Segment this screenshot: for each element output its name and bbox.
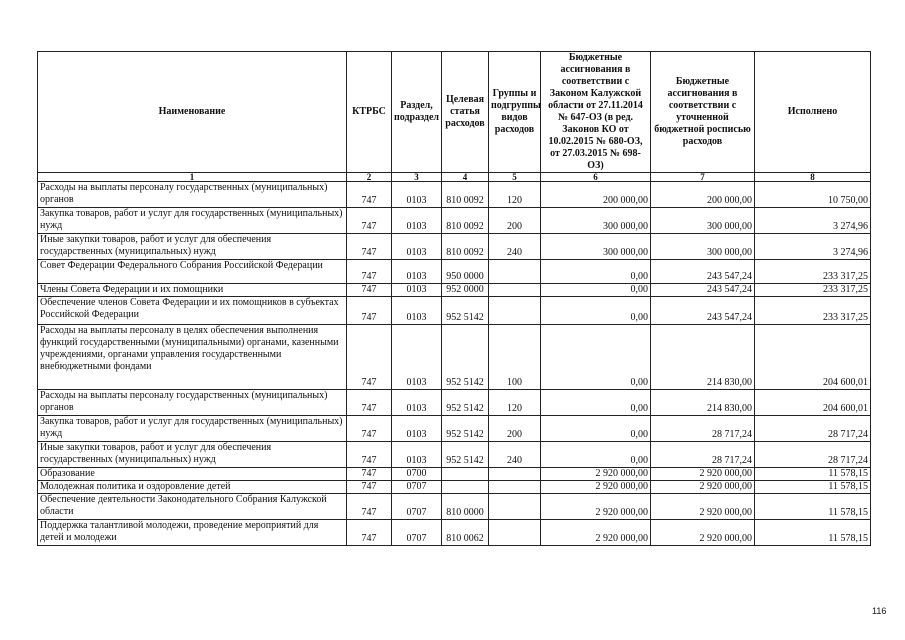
row-razdel: 0103 bbox=[392, 182, 442, 208]
column-number: 8 bbox=[755, 173, 871, 182]
row-target-article: 810 0000 bbox=[442, 494, 489, 520]
row-budget-law: 0,00 bbox=[541, 284, 651, 297]
column-number-row bbox=[38, 173, 871, 182]
row-name: Расходы на выплаты персоналу государственных (муниципальных) органов bbox=[38, 182, 347, 208]
row-executed: 233 317,25 bbox=[755, 284, 871, 297]
row-razdel: 0103 bbox=[392, 325, 442, 390]
table-row bbox=[38, 297, 871, 325]
row-name: Члены Совета Федерации и их помощники bbox=[38, 284, 347, 297]
row-expense-type: 240 bbox=[489, 234, 541, 260]
row-executed: 233 317,25 bbox=[755, 297, 871, 325]
row-budget-law: 2 920 000,00 bbox=[541, 494, 651, 520]
table-row bbox=[38, 520, 871, 546]
column-number: 7 bbox=[651, 173, 755, 182]
row-razdel: 0707 bbox=[392, 520, 442, 546]
row-ktrbs: 747 bbox=[347, 208, 392, 234]
column-number: 6 bbox=[541, 173, 651, 182]
row-budget-refined: 200 000,00 bbox=[651, 182, 755, 208]
row-target-article bbox=[442, 468, 489, 481]
table-row bbox=[38, 325, 871, 390]
row-target-article bbox=[442, 481, 489, 494]
row-executed: 204 600,01 bbox=[755, 390, 871, 416]
row-expense-type: 120 bbox=[489, 182, 541, 208]
row-target-article: 952 5142 bbox=[442, 297, 489, 325]
row-name: Молодежная политика и оздоровление детей bbox=[38, 481, 347, 494]
row-target-article: 810 0092 bbox=[442, 234, 489, 260]
row-budget-law: 0,00 bbox=[541, 416, 651, 442]
row-expense-type: 200 bbox=[489, 416, 541, 442]
row-name: Закупка товаров, работ и услуг для государственных (муниципальных) нужд bbox=[38, 416, 347, 442]
row-expense-type bbox=[489, 297, 541, 325]
row-expense-type: 200 bbox=[489, 208, 541, 234]
row-expense-type bbox=[489, 520, 541, 546]
table-row bbox=[38, 390, 871, 416]
table-row bbox=[38, 442, 871, 468]
row-budget-refined: 28 717,24 bbox=[651, 442, 755, 468]
row-budget-refined: 2 920 000,00 bbox=[651, 520, 755, 546]
row-target-article: 952 5142 bbox=[442, 416, 489, 442]
row-budget-law: 200 000,00 bbox=[541, 182, 651, 208]
row-ktrbs: 747 bbox=[347, 520, 392, 546]
row-expense-type bbox=[489, 494, 541, 520]
row-executed: 11 578,15 bbox=[755, 494, 871, 520]
page-number: 116 bbox=[872, 606, 887, 616]
row-budget-refined: 300 000,00 bbox=[651, 234, 755, 260]
row-target-article: 952 5142 bbox=[442, 390, 489, 416]
header-row bbox=[38, 52, 871, 173]
row-razdel: 0103 bbox=[392, 390, 442, 416]
row-expense-type: 120 bbox=[489, 390, 541, 416]
row-name: Совет Федерации Федерального Собрания Российской Федерации bbox=[38, 260, 347, 284]
header-budget-refined: Бюджетные ассигнования в соответствии с уточненной бюджетной росписью расходов bbox=[651, 52, 755, 173]
row-budget-law: 300 000,00 bbox=[541, 234, 651, 260]
row-budget-law: 2 920 000,00 bbox=[541, 481, 651, 494]
row-executed: 3 274,96 bbox=[755, 208, 871, 234]
row-name: Закупка товаров, работ и услуг для государственных (муниципальных) нужд bbox=[38, 208, 347, 234]
column-number: 3 bbox=[392, 173, 442, 182]
row-budget-refined: 243 547,24 bbox=[651, 297, 755, 325]
row-ktrbs: 747 bbox=[347, 182, 392, 208]
row-executed: 10 750,00 bbox=[755, 182, 871, 208]
row-budget-law: 2 920 000,00 bbox=[541, 468, 651, 481]
row-ktrbs: 747 bbox=[347, 284, 392, 297]
row-target-article: 810 0092 bbox=[442, 208, 489, 234]
row-ktrbs: 747 bbox=[347, 481, 392, 494]
row-expense-type: 100 bbox=[489, 325, 541, 390]
row-ktrbs: 747 bbox=[347, 468, 392, 481]
row-ktrbs: 747 bbox=[347, 325, 392, 390]
row-razdel: 0103 bbox=[392, 260, 442, 284]
row-ktrbs: 747 bbox=[347, 416, 392, 442]
row-name: Иные закупки товаров, работ и услуг для обеспечения государственных (муниципальных) нужд bbox=[38, 234, 347, 260]
row-razdel: 0700 bbox=[392, 468, 442, 481]
column-number: 4 bbox=[442, 173, 489, 182]
table-row bbox=[38, 494, 871, 520]
row-razdel: 0103 bbox=[392, 297, 442, 325]
row-expense-type bbox=[489, 284, 541, 297]
row-ktrbs: 747 bbox=[347, 234, 392, 260]
header-budget-law: Бюджетные ассигнования в соответствии с Законом Калужской области от 27.11.2014 № 647-ОЗ (в ред. Законов КО от 10.02.2015 № 680-ОЗ, от 27.03.2015 № 698-ОЗ) bbox=[541, 52, 651, 173]
row-executed: 28 717,24 bbox=[755, 416, 871, 442]
row-expense-type bbox=[489, 260, 541, 284]
row-razdel: 0103 bbox=[392, 284, 442, 297]
table-row bbox=[38, 208, 871, 234]
row-budget-refined: 214 830,00 bbox=[651, 325, 755, 390]
row-executed: 11 578,15 bbox=[755, 520, 871, 546]
column-number: 5 bbox=[489, 173, 541, 182]
table-row bbox=[38, 182, 871, 208]
row-budget-law: 0,00 bbox=[541, 297, 651, 325]
row-target-article: 810 0062 bbox=[442, 520, 489, 546]
row-name: Поддержка талантливой молодежи, проведение мероприятий для детей и молодежи bbox=[38, 520, 347, 546]
row-ktrbs: 747 bbox=[347, 297, 392, 325]
budget-execution-table bbox=[37, 51, 871, 546]
row-budget-refined: 300 000,00 bbox=[651, 208, 755, 234]
row-ktrbs: 747 bbox=[347, 494, 392, 520]
row-name: Расходы на выплаты персоналу в целях обеспечения выполнения функций государственными (муниципальными) органами, казенными учреждениями, органами управления государственными внебюджетными фондами bbox=[38, 325, 347, 390]
row-razdel: 0707 bbox=[392, 494, 442, 520]
row-budget-law: 0,00 bbox=[541, 325, 651, 390]
row-budget-refined: 243 547,24 bbox=[651, 260, 755, 284]
header-gruppy: Группы и подгруппы видов расходов bbox=[489, 52, 541, 173]
row-budget-law: 0,00 bbox=[541, 442, 651, 468]
row-name: Обеспечение деятельности Законодательного Собрания Калужской области bbox=[38, 494, 347, 520]
row-executed: 28 717,24 bbox=[755, 442, 871, 468]
table-row bbox=[38, 260, 871, 284]
row-target-article: 810 0092 bbox=[442, 182, 489, 208]
row-budget-law: 2 920 000,00 bbox=[541, 520, 651, 546]
row-razdel: 0103 bbox=[392, 208, 442, 234]
row-executed: 11 578,15 bbox=[755, 468, 871, 481]
row-razdel: 0103 bbox=[392, 442, 442, 468]
row-budget-refined: 243 547,24 bbox=[651, 284, 755, 297]
row-executed: 233 317,25 bbox=[755, 260, 871, 284]
row-budget-law: 0,00 bbox=[541, 260, 651, 284]
row-expense-type bbox=[489, 481, 541, 494]
row-razdel: 0103 bbox=[392, 234, 442, 260]
row-ktrbs: 747 bbox=[347, 442, 392, 468]
row-target-article: 952 5142 bbox=[442, 442, 489, 468]
row-name: Образование bbox=[38, 468, 347, 481]
row-ktrbs: 747 bbox=[347, 260, 392, 284]
header-ktrbs: КТРБС bbox=[347, 52, 392, 173]
row-name: Обеспечение членов Совета Федерации и их помощников в субъектах Российской Федерации bbox=[38, 297, 347, 325]
row-expense-type bbox=[489, 468, 541, 481]
row-razdel: 0103 bbox=[392, 416, 442, 442]
row-budget-law: 0,00 bbox=[541, 390, 651, 416]
row-ktrbs: 747 bbox=[347, 390, 392, 416]
header-celevaya: Целевая статья расходов bbox=[442, 52, 489, 173]
header-razdel: Раздел, подраздел bbox=[392, 52, 442, 173]
table-row bbox=[38, 234, 871, 260]
table-row bbox=[38, 416, 871, 442]
row-target-article: 952 0000 bbox=[442, 284, 489, 297]
row-executed: 204 600,01 bbox=[755, 325, 871, 390]
column-number: 1 bbox=[38, 173, 347, 182]
table-row bbox=[38, 468, 871, 481]
header-executed: Исполнено bbox=[755, 52, 871, 173]
row-target-article: 950 0000 bbox=[442, 260, 489, 284]
table-row bbox=[38, 481, 871, 494]
column-number: 2 bbox=[347, 173, 392, 182]
row-budget-law: 300 000,00 bbox=[541, 208, 651, 234]
row-executed: 3 274,96 bbox=[755, 234, 871, 260]
header-name: Наименование bbox=[38, 52, 347, 173]
row-name: Иные закупки товаров, работ и услуг для обеспечения государственных (муниципальных) нужд bbox=[38, 442, 347, 468]
row-budget-refined: 214 830,00 bbox=[651, 390, 755, 416]
row-executed: 11 578,15 bbox=[755, 481, 871, 494]
row-budget-refined: 28 717,24 bbox=[651, 416, 755, 442]
row-expense-type: 240 bbox=[489, 442, 541, 468]
row-budget-refined: 2 920 000,00 bbox=[651, 468, 755, 481]
row-budget-refined: 2 920 000,00 bbox=[651, 481, 755, 494]
row-name: Расходы на выплаты персоналу государственных (муниципальных) органов bbox=[38, 390, 347, 416]
table-row bbox=[38, 284, 871, 297]
row-budget-refined: 2 920 000,00 bbox=[651, 494, 755, 520]
row-razdel: 0707 bbox=[392, 481, 442, 494]
row-target-article: 952 5142 bbox=[442, 325, 489, 390]
